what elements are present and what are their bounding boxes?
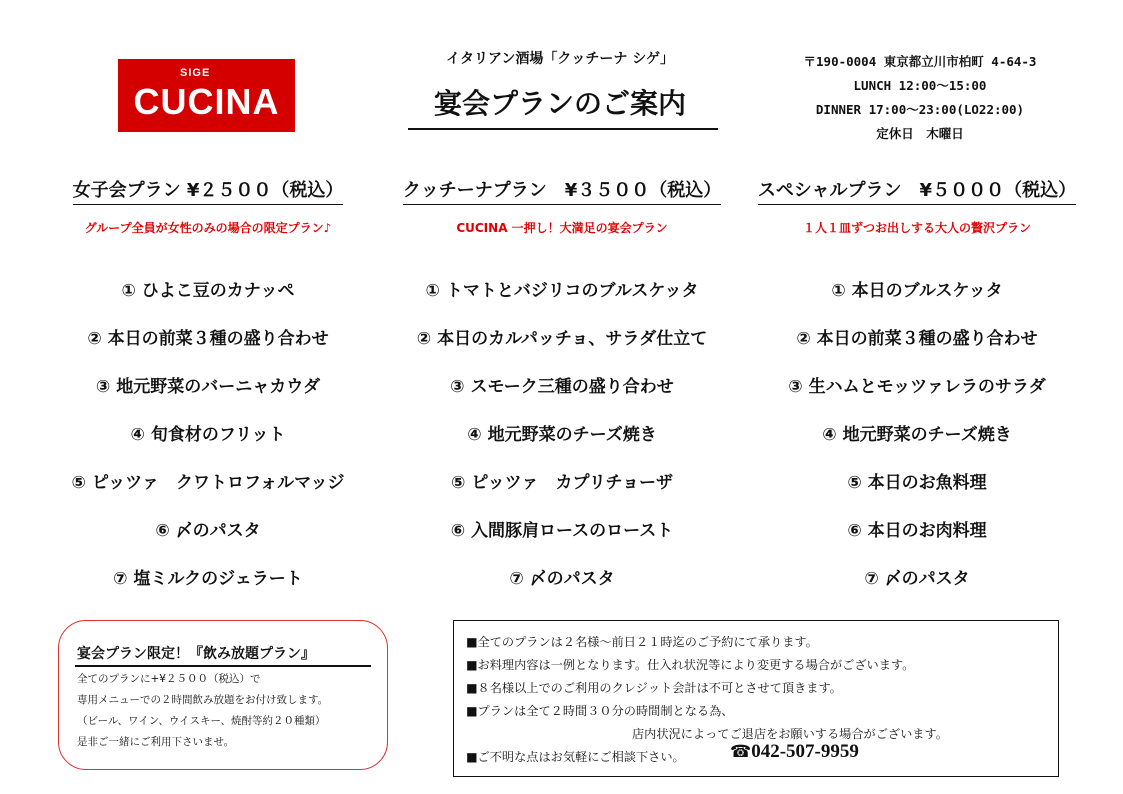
header bbox=[400, 48, 720, 122]
note-line: ■プランは全て２時間３０分の時間制となる為、 bbox=[466, 704, 734, 718]
note-line: ■ご不明な点はお気軽にご相談下さい。 bbox=[466, 750, 685, 764]
title-underline bbox=[408, 128, 718, 130]
course-item: ⑥ 〆のパスタ bbox=[155, 521, 261, 541]
drink-plan-line: 是非ご一緒にご利用下さいませ。 bbox=[77, 736, 235, 748]
plan-title: 女子会プラン ¥２５００（税込） bbox=[73, 176, 344, 205]
phone-contact[interactable] bbox=[730, 741, 859, 763]
course-item: ⑥ 本日のお肉料理 bbox=[847, 521, 987, 541]
course-item: ④ 旬食材のフリット bbox=[130, 425, 286, 445]
lunch-hours: LUNCH 12:00～15:00 bbox=[853, 78, 987, 93]
course-item: ⑦ 〆のパスタ bbox=[864, 569, 970, 589]
phone-number[interactable]: 042-507-9959 bbox=[751, 741, 859, 762]
logo bbox=[118, 59, 295, 132]
course-item: ② 本日の前菜３種の盛り合わせ bbox=[87, 329, 329, 349]
plan-column-joshikai bbox=[28, 176, 388, 589]
plan-column-special bbox=[737, 176, 1097, 589]
note-line: ■８名様以上でのご利用のクレジット会計は不可とさせて頂きます。 bbox=[466, 681, 842, 695]
course-item: ④ 地元野菜のチーズ焼き bbox=[822, 425, 1012, 445]
drink-plan-title: 宴会プラン限定！『飲み放題プラン』 bbox=[77, 646, 315, 662]
note-line: 店内状況によってご退店をお願いする場合がございます。 bbox=[632, 727, 948, 741]
course-item: ⑤ 本日のお魚料理 bbox=[847, 473, 987, 493]
page-title: 宴会プランのご案内 bbox=[433, 87, 686, 120]
course-item: ① 本日のブルスケッタ bbox=[831, 281, 1003, 301]
course-item: ⑤ ピッツァ カプリチョーザ bbox=[451, 473, 673, 493]
address-line: 〒190-0004 東京都立川市柏町 4-64-3 bbox=[803, 54, 1037, 69]
course-item: ③ 地元野菜のバーニャカウダ bbox=[95, 377, 321, 397]
plan-title: クッチーナプラン ¥３５００（税込） bbox=[403, 176, 722, 205]
course-item: ③ スモーク三種の盛り合わせ bbox=[450, 377, 674, 397]
plan-description: グループ全員が女性のみの場合の限定プラン♪ bbox=[84, 221, 332, 235]
drink-plan-line: （ビール、ワイン、ウイスキー、焼酎等約２０種類） bbox=[77, 715, 326, 727]
drink-plan-line: 専用メニューでの２時間飲み放題をお付け致します。 bbox=[77, 694, 329, 706]
plan-description: １人１皿ずつお出しする大人の贅沢プラン bbox=[802, 221, 1031, 235]
course-item: ① トマトとバジリコのブルスケッタ bbox=[425, 281, 699, 301]
course-item: ② 本日の前菜３種の盛り合わせ bbox=[796, 329, 1038, 349]
course-item: ④ 地元野菜のチーズ焼き bbox=[467, 425, 657, 445]
phone-icon: ☎ bbox=[730, 742, 752, 762]
course-item: ⑦ 塩ミルクのジェラート bbox=[113, 569, 303, 589]
course-item: ⑥ 入間豚肩ロースのロースト bbox=[450, 521, 674, 541]
course-item: ③ 生ハムとモッツァレラのサラダ bbox=[788, 377, 1046, 397]
store-info bbox=[770, 50, 1070, 146]
logo-sige-text: SIGE bbox=[180, 67, 211, 79]
drink-title-underline bbox=[75, 665, 371, 667]
course-item: ① ひよこ豆のカナッペ bbox=[121, 281, 295, 301]
notes-box bbox=[453, 620, 1059, 777]
course-item: ② 本日のカルパッチョ、サラダ仕立て bbox=[416, 329, 708, 349]
logo-cucina-text: CUCINA bbox=[133, 81, 280, 122]
plan-description: CUCINA 一押し！大満足の宴会プラン bbox=[456, 221, 668, 235]
course-item: ⑦ 〆のパスタ bbox=[509, 569, 615, 589]
drink-plan-line: 全てのプランに+¥２５００（税込）で bbox=[77, 673, 261, 685]
plan-title: スペシャルプラン ¥５０００（税込） bbox=[758, 176, 1076, 205]
plan-column-cucina bbox=[382, 176, 742, 589]
drink-plan-box bbox=[58, 620, 388, 770]
restaurant-subtitle: イタリアン酒場「クッチーナ シゲ」 bbox=[445, 51, 675, 67]
note-line: ■全てのプランは２名様～前日２１時迄のご予約にて承ります。 bbox=[466, 635, 818, 649]
holiday-info: 定休日 木曜日 bbox=[876, 126, 964, 141]
dinner-hours: DINNER 17:00～23:00(LO22:00) bbox=[815, 102, 1025, 117]
course-item: ⑤ ピッツァ クワトロフォルマッジ bbox=[71, 473, 345, 493]
note-line: ■お料理内容は一例となります。仕入れ状況等により変更する場合がございます。 bbox=[466, 658, 915, 672]
